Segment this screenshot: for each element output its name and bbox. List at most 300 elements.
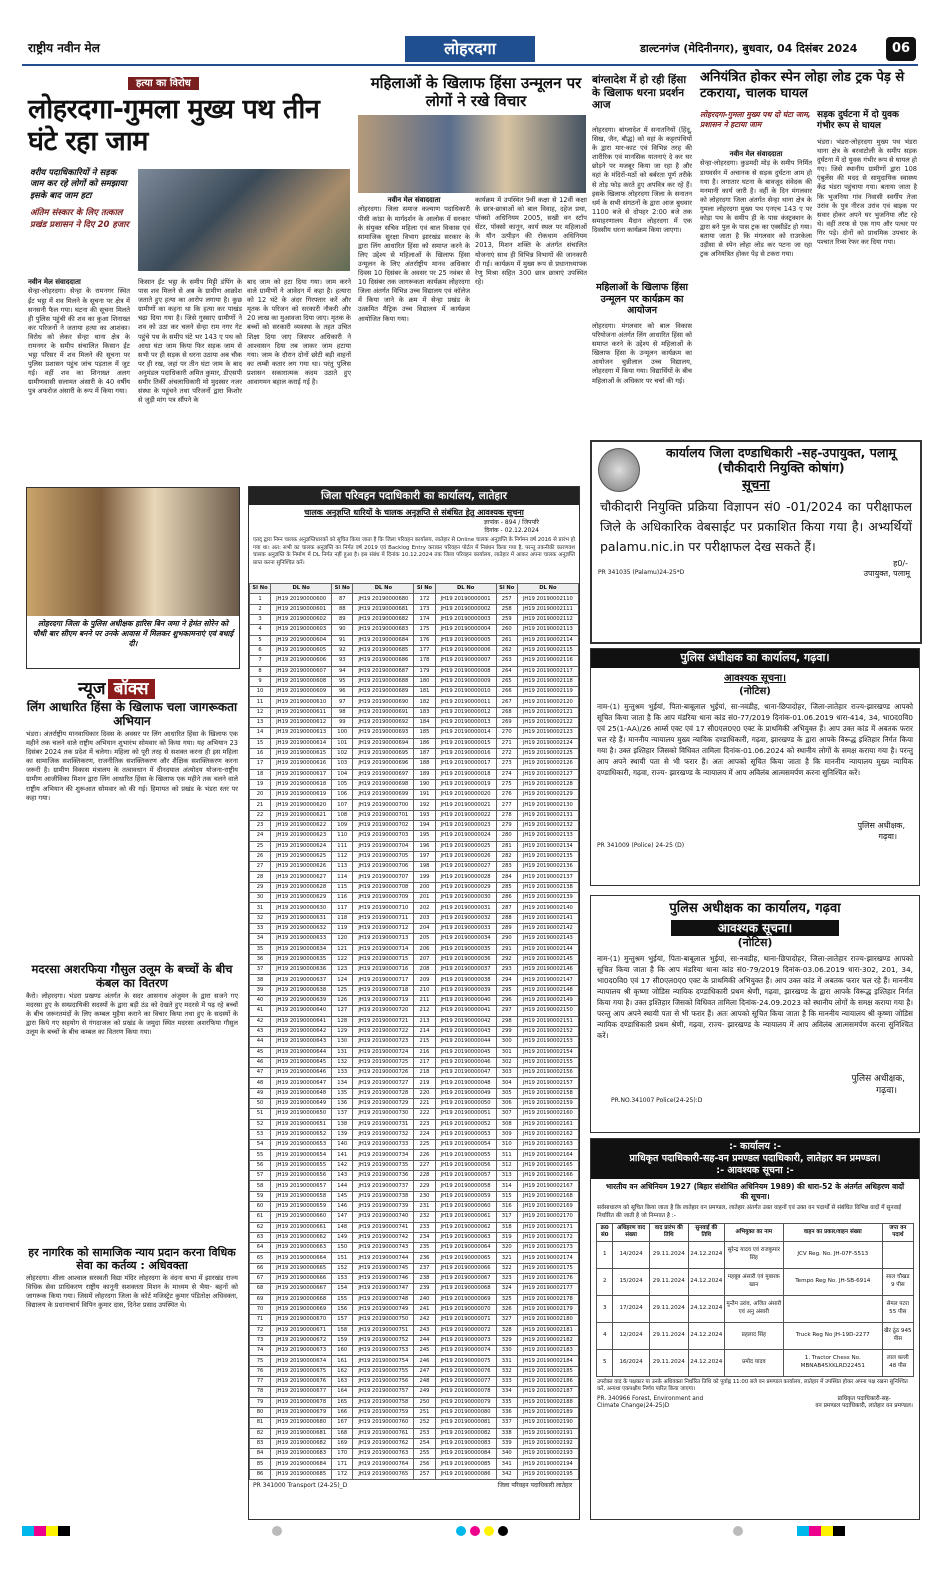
dl-serial: 125 bbox=[332, 985, 353, 995]
dl-number: JH19 20190000035 bbox=[435, 944, 496, 954]
dl-number: JH19 20190000038 bbox=[435, 975, 496, 985]
forest-cell: खैर ठूंठ 945 पीस bbox=[882, 1322, 913, 1349]
dl-serial: 199 bbox=[414, 872, 435, 882]
dl-number: JH19 20190000653 bbox=[271, 1140, 332, 1150]
sp2-ref: PR.NO.341007 Police(24-25):D bbox=[611, 1096, 703, 1104]
dl-number: JH19 20190000756 bbox=[353, 1377, 414, 1387]
dl-serial: 130 bbox=[332, 1037, 353, 1047]
dl-serial: 101 bbox=[332, 738, 353, 748]
story4-side-body: भंडरा। भंडरा-लोहरदगा मुख्य पथ भंडरा थाना क्षेत्र के बरवाटोली के समीप सड़क दुर्घटना में दो युवक गंभीर रूप से घायल हो गए। जिसे स्थानीय ग्रामीणों द्वारा 108 एंबुलेंस की मदद से सामुदायिक स्वास्थ्य केंद्र भंडरा पहुंचाया गया। बताया जाता है कि भुजनिया गांव निवासी स्वर्गीय तेजा उरांव के पुत्र नीरज उरांव एवं बाइक पर सवार होकर अपने घर भुजनिया लौट रहे थे। वहीं तरफ से एक गाय और पत्थर पर गिर पड़े। दोनों को प्राथमिक उपचार के पश्चात रिम्स रेफर कर दिया गया। bbox=[817, 138, 917, 247]
dl-number: JH19 20190002119 bbox=[517, 687, 578, 697]
dl-number: JH19 20190000063 bbox=[435, 1232, 496, 1242]
dl-row bbox=[250, 1181, 579, 1191]
forest-cell: 24.12.2024 bbox=[688, 1349, 724, 1376]
dl-number: JH19 20190000682 bbox=[271, 1438, 332, 1448]
dl-serial: 148 bbox=[332, 1222, 353, 1232]
dl-number: JH19 20190000045 bbox=[435, 1047, 496, 1057]
dl-number: JH19 20190000746 bbox=[353, 1274, 414, 1284]
dl-number: JH19 20190000675 bbox=[271, 1366, 332, 1376]
dl-number: JH19 20190000735 bbox=[353, 1160, 414, 1170]
dl-number: JH19 20190000657 bbox=[271, 1181, 332, 1191]
dl-serial: 170 bbox=[332, 1449, 353, 1459]
dl-serial: 226 bbox=[414, 1150, 435, 1160]
dl-serial: 282 bbox=[496, 851, 517, 861]
dl-number: JH19 20190000693 bbox=[353, 728, 414, 738]
dl-serial: 88 bbox=[332, 604, 353, 614]
dl-number: JH19 20190000763 bbox=[353, 1449, 414, 1459]
dl-number: JH19 20190000741 bbox=[353, 1222, 414, 1232]
dl-serial: 179 bbox=[414, 666, 435, 676]
dl-number: JH19 20190000075 bbox=[435, 1356, 496, 1366]
dl-number: JH19 20190002145 bbox=[517, 954, 578, 964]
dl-serial: 205 bbox=[414, 934, 435, 944]
dl-number: JH19 20190000742 bbox=[353, 1232, 414, 1242]
dl-number: JH19 20190000004 bbox=[435, 625, 496, 635]
dl-serial: 169 bbox=[332, 1438, 353, 1448]
bullet-1: वरीय पदाधिकारियों ने सड़क जाम कर रहे लोगों को समझाया इसके बाद जाम हटा bbox=[30, 168, 127, 201]
dl-number: JH19 20190000681 bbox=[353, 604, 414, 614]
dl-number: JH19 20190000023 bbox=[435, 820, 496, 830]
dl-serial: 213 bbox=[414, 1016, 435, 1026]
dl-serial: 65 bbox=[250, 1253, 271, 1263]
dl-row bbox=[250, 810, 579, 820]
dl-serial: 116 bbox=[332, 893, 353, 903]
dl-row bbox=[250, 1212, 579, 1222]
dl-row bbox=[250, 1428, 579, 1438]
forest-cell: JCV Reg. No. JH-07F-5513 bbox=[783, 1241, 882, 1268]
dl-serial: 251 bbox=[414, 1407, 435, 1417]
forest-header-cell: वाहन का प्रकार/वाहन संख्या bbox=[783, 1223, 882, 1241]
dl-number: JH19 20190000722 bbox=[353, 1026, 414, 1036]
dl-serial: 40 bbox=[250, 996, 271, 1006]
dl-number: JH19 20190000021 bbox=[435, 800, 496, 810]
dl-number: JH19 20190000062 bbox=[435, 1222, 496, 1232]
dl-serial: 298 bbox=[496, 1016, 517, 1026]
dl-number: JH19 20190000067 bbox=[435, 1274, 496, 1284]
dl-number: JH19 20190000651 bbox=[271, 1119, 332, 1129]
forest-header-cell: वाद प्रारंभ की तिथि bbox=[649, 1223, 688, 1241]
dl-serial: 163 bbox=[332, 1377, 353, 1387]
dl-serial: 43 bbox=[250, 1026, 271, 1036]
dl-number: JH19 20190002111 bbox=[517, 604, 578, 614]
dl-serial: 211 bbox=[414, 996, 435, 1006]
dl-serial: 260 bbox=[496, 625, 517, 635]
dl-serial: 305 bbox=[496, 1088, 517, 1098]
dl-serial: 202 bbox=[414, 903, 435, 913]
forest-cell: महबूब अंसारी एवं मुबारक खान bbox=[724, 1268, 783, 1295]
dl-number: JH19 20190000667 bbox=[271, 1284, 332, 1294]
dl-serial: 144 bbox=[332, 1181, 353, 1191]
dl-serial: 188 bbox=[414, 759, 435, 769]
dl-number: JH19 20190000669 bbox=[271, 1304, 332, 1314]
dl-number: JH19 20190002135 bbox=[517, 851, 578, 861]
dl-number: JH19 20190000642 bbox=[271, 1026, 332, 1036]
dl-serial: 257 bbox=[496, 594, 517, 604]
dl-serial: 19 bbox=[250, 779, 271, 789]
dl-serial: 22 bbox=[250, 810, 271, 820]
dl-row bbox=[250, 1140, 579, 1150]
dl-serial: 256 bbox=[414, 1459, 435, 1469]
dl-number: JH19 20190000615 bbox=[271, 748, 332, 758]
sp1-office: पुलिस अधीक्षक का कार्यालय, गढ़वा। bbox=[591, 649, 919, 668]
dl-number: JH19 20190000745 bbox=[353, 1263, 414, 1273]
dl-row bbox=[250, 1232, 579, 1242]
sp2-office: पुलिस अधीक्षक का कार्यालय, गढ़वा bbox=[669, 901, 841, 916]
dl-serial: 38 bbox=[250, 975, 271, 985]
story-c-body: लोहरदगा। शीला आश्वाल सरस्वती विद्या मंदिर लोहरदगा के वंदना सभा में झारखंड राज्य विधिक सेवा प्राधिकरण राष्ट्रीय कानूनी सशक्तता मिशन के माध्यम से भैया- बहनों को जागरूक किया गया। जिसमें लोहरदगा जिला के कोर्ट मजिस्ट्रेट कुमार पंडितोक्ष अधिवक्ता, विद्यालय के प्रधानाचार्य विपिन कुमार दास, दिनेश प्रसाद उपस्थित थे। bbox=[26, 1274, 238, 1310]
dl-number: JH19 20190000723 bbox=[353, 1037, 414, 1047]
dl-number: JH19 20190002172 bbox=[517, 1232, 578, 1242]
forest-table bbox=[596, 1223, 914, 1377]
dl-row bbox=[250, 913, 579, 923]
dl-number: JH19 20190000016 bbox=[435, 748, 496, 758]
dl-serial: 91 bbox=[332, 635, 353, 645]
dl-serial: 231 bbox=[414, 1201, 435, 1211]
story4-side-title: सड़क दुर्घटना में दो युवक गंभीर रूप से घायल bbox=[817, 110, 899, 131]
dl-serial: 181 bbox=[414, 687, 435, 697]
dl-serial: 28 bbox=[250, 872, 271, 882]
dl-number: JH19 20190000727 bbox=[353, 1078, 414, 1088]
dc-notice bbox=[590, 440, 922, 644]
transport-notice bbox=[248, 486, 580, 1520]
forest-sign bbox=[815, 1396, 913, 1412]
dl-serial: 122 bbox=[332, 954, 353, 964]
dl-row bbox=[250, 934, 579, 944]
dl-row bbox=[250, 820, 579, 830]
dl-row bbox=[250, 738, 579, 748]
dl-number: JH19 20190000620 bbox=[271, 800, 332, 810]
dl-serial: 220 bbox=[414, 1088, 435, 1098]
dl-number: JH19 20190000014 bbox=[435, 728, 496, 738]
dl-row bbox=[250, 1191, 579, 1201]
dl-header-dl: DL No bbox=[517, 584, 578, 594]
dl-serial: 294 bbox=[496, 975, 517, 985]
dl-serial: 84 bbox=[250, 1449, 271, 1459]
dl-serial: 313 bbox=[496, 1171, 517, 1181]
dl-number: JH19 20190002118 bbox=[517, 676, 578, 686]
dl-number: JH19 20190000712 bbox=[353, 923, 414, 933]
dl-serial: 339 bbox=[496, 1438, 517, 1448]
dl-serial: 328 bbox=[496, 1325, 517, 1335]
dl-number: JH19 20190000728 bbox=[353, 1088, 414, 1098]
dl-number: JH19 20190002137 bbox=[517, 872, 578, 882]
dl-serial: 9 bbox=[250, 676, 271, 686]
dl-row bbox=[250, 944, 579, 954]
dl-serial: 280 bbox=[496, 831, 517, 841]
dl-number: JH19 20190002183 bbox=[517, 1346, 578, 1356]
dl-number: JH19 20190000056 bbox=[435, 1160, 496, 1170]
dl-number: JH19 20190000623 bbox=[271, 831, 332, 841]
dl-number: JH19 20190000613 bbox=[271, 728, 332, 738]
dl-number: JH19 20190000072 bbox=[435, 1325, 496, 1335]
sp-notice-1 bbox=[590, 648, 920, 886]
dl-serial: 93 bbox=[332, 656, 353, 666]
dl-row bbox=[250, 1469, 579, 1479]
dl-serial: 283 bbox=[496, 862, 517, 872]
dl-number: JH19 20190000678 bbox=[271, 1397, 332, 1407]
dl-number: JH19 20190000696 bbox=[353, 759, 414, 769]
dl-number: JH19 20190002148 bbox=[517, 985, 578, 995]
dl-row bbox=[250, 1078, 579, 1088]
dl-number: JH19 20190002179 bbox=[517, 1304, 578, 1314]
dl-serial: 45 bbox=[250, 1047, 271, 1057]
dl-serial: 290 bbox=[496, 934, 517, 944]
dl-header-sl: Sl No bbox=[414, 584, 435, 594]
forest-cell: 4 bbox=[597, 1322, 613, 1349]
dl-number: JH19 20190002151 bbox=[517, 1016, 578, 1026]
dl-serial: 107 bbox=[332, 800, 353, 810]
dl-serial: 41 bbox=[250, 1006, 271, 1016]
dl-number: JH19 20190002176 bbox=[517, 1274, 578, 1284]
story1-headline: लोहरदगा-गुमला मुख्य पथ तीन घंटे रहा जाम bbox=[28, 94, 320, 157]
section-label: लोहरदगा bbox=[405, 36, 535, 62]
forest-cell: 29.11.2024 bbox=[649, 1268, 688, 1295]
dl-number: JH19 20190002126 bbox=[517, 759, 578, 769]
dl-serial: 92 bbox=[332, 645, 353, 655]
dl-number: JH19 20190000732 bbox=[353, 1129, 414, 1139]
dl-number: JH19 20190000630 bbox=[271, 903, 332, 913]
dl-number: JH19 20190000029 bbox=[435, 882, 496, 892]
transport-title: चालक अनुज्ञप्ति धारियों के चालक अनुज्ञप्ति से संबंधित हेतु आवश्यक सूचना bbox=[304, 508, 524, 518]
dl-number: JH19 20190002112 bbox=[517, 615, 578, 625]
dl-number: JH19 20190000692 bbox=[353, 718, 414, 728]
dl-number: JH19 20190000688 bbox=[353, 676, 414, 686]
dl-serial: 302 bbox=[496, 1057, 517, 1067]
emblem-icon bbox=[598, 448, 640, 492]
dl-number: JH19 20190002149 bbox=[517, 996, 578, 1006]
dl-serial: 30 bbox=[250, 893, 271, 903]
dl-number: JH19 20190000640 bbox=[271, 1006, 332, 1016]
dl-serial: 82 bbox=[250, 1428, 271, 1438]
dl-serial: 258 bbox=[496, 604, 517, 614]
dl-number: JH19 20190000073 bbox=[435, 1335, 496, 1345]
dl-number: JH19 20190000036 bbox=[435, 954, 496, 964]
dl-number: JH19 20190002180 bbox=[517, 1315, 578, 1325]
dl-number: JH19 20190000738 bbox=[353, 1191, 414, 1201]
forest-title: :- आवश्यक सूचना :- bbox=[716, 1165, 794, 1176]
dl-number: JH19 20190002144 bbox=[517, 944, 578, 954]
dl-row bbox=[250, 1294, 579, 1304]
dl-row bbox=[250, 1418, 579, 1428]
dl-row bbox=[250, 1377, 579, 1387]
dl-serial: 334 bbox=[496, 1387, 517, 1397]
dl-serial: 96 bbox=[332, 687, 353, 697]
dl-serial: 53 bbox=[250, 1129, 271, 1139]
dl-serial: 162 bbox=[332, 1366, 353, 1376]
forest-sign2: वन प्रमण्डल पदाधिकारी, लातेहार वन प्रमण्डल। bbox=[815, 1403, 913, 1410]
dl-row bbox=[250, 697, 579, 707]
dl-number: JH19 20190000064 bbox=[435, 1243, 496, 1253]
dl-serial: 33 bbox=[250, 923, 271, 933]
dl-number: JH19 20190000631 bbox=[271, 913, 332, 923]
dl-serial: 192 bbox=[414, 800, 435, 810]
dl-serial: 139 bbox=[332, 1129, 353, 1139]
sp1-body: नाम-(1) मुन्तुश्रम भुईयां, पिता-बाबूलाल भुईयां, सा-नवडीह, थाना-छिपादोहर, जिला-लातेहार राज्य-झारखण्ड आपको सूचित किया जाता है कि आप मंडरिया थाना कांड सं0-77/2019 दिनांक-01.06.2019 धारा-414, 34, भा0द0वि0 एवं 25(1-AA)/26 आर्म्स एक्ट एवं 17 सी0एल0ए0 एक्ट के प्राथमिकी अभियुक्त हैं। आप उक्त कांड में अबतक फरार चल रहे हैं। माननीय न्यायालय मुख्य न्यायिक दण्डाधिकारी, गढ़वा, झारखण्ड के द्वारा आपके विरूद्ध इश्तिहार निर्गत किया गया है। उक्त इश्तिहार जिसको विधिवत तामिला दिनांक-01.06.2024 को स्थानीय लोगों के समक्ष कराया गया है। परन्तु आप अपने स्थायी पता से भी फरार हैं। अतः आपको सूचित किया जाता है कि माननीय न्यायालय मुख्य न्यायिक दण्डाधिकारी, गढ़वा, राज्य- झारखण्ड के न्यायालय में आप अविलंब आत्मसमर्पण करना सुनिश्चित करें। bbox=[597, 701, 913, 777]
dl-serial: 244 bbox=[414, 1335, 435, 1345]
forest-ref: PR. 340966 Forest, Environment and Climate Change(24-25)D bbox=[597, 1395, 704, 1410]
dl-serial: 18 bbox=[250, 769, 271, 779]
dl-number: JH19 20190000715 bbox=[353, 954, 414, 964]
forest-cell: 3 bbox=[597, 1295, 613, 1322]
dl-serial: 299 bbox=[496, 1026, 517, 1036]
dl-number: JH19 20190000605 bbox=[271, 645, 332, 655]
dl-number: JH19 20190000720 bbox=[353, 1006, 414, 1016]
dl-serial: 336 bbox=[496, 1407, 517, 1417]
dl-row bbox=[250, 1274, 579, 1284]
dl-number: JH19 20190000617 bbox=[271, 769, 332, 779]
dl-number: JH19 20190002189 bbox=[517, 1407, 578, 1417]
dl-serial: 182 bbox=[414, 697, 435, 707]
dl-number: JH19 20190002123 bbox=[517, 728, 578, 738]
dl-number: JH19 20190000085 bbox=[435, 1459, 496, 1469]
transport-sign: जिला परिवहन पदाधिकारी लातेहार bbox=[497, 1481, 573, 1489]
dl-number: JH19 20190000680 bbox=[353, 594, 414, 604]
dl-serial: 164 bbox=[332, 1387, 353, 1397]
dl-row bbox=[250, 954, 579, 964]
dl-row bbox=[250, 1407, 579, 1417]
dl-number: JH19 20190000614 bbox=[271, 738, 332, 748]
dl-number: JH19 20190000694 bbox=[353, 738, 414, 748]
dc-sign2: उपायुक्त, पलामू bbox=[863, 569, 910, 579]
forest-cell: 29.11.2024 bbox=[649, 1322, 688, 1349]
dl-row bbox=[250, 645, 579, 655]
dl-serial: 217 bbox=[414, 1057, 435, 1067]
dl-number: JH19 20190000762 bbox=[353, 1438, 414, 1448]
forest-header-cell: अभियुक्त का नाम bbox=[724, 1223, 783, 1241]
dl-number: JH19 20190002194 bbox=[517, 1459, 578, 1469]
dl-number: JH19 20190002131 bbox=[517, 810, 578, 820]
dl-number: JH19 20190000060 bbox=[435, 1201, 496, 1211]
dl-serial: 252 bbox=[414, 1418, 435, 1428]
dl-row bbox=[250, 965, 579, 975]
dl-serial: 263 bbox=[496, 656, 517, 666]
dl-number: JH19 20190002171 bbox=[517, 1222, 578, 1232]
dl-serial: 284 bbox=[496, 872, 517, 882]
dl-serial: 240 bbox=[414, 1294, 435, 1304]
story1-bullets bbox=[30, 168, 132, 231]
dl-number: JH19 20190002162 bbox=[517, 1129, 578, 1139]
dl-number: JH19 20190000731 bbox=[353, 1119, 414, 1129]
dl-number: JH19 20190000012 bbox=[435, 707, 496, 717]
dl-serial: 89 bbox=[332, 615, 353, 625]
dl-number: JH19 20190000685 bbox=[353, 645, 414, 655]
dl-number: JH19 20190000626 bbox=[271, 862, 332, 872]
dl-number: JH19 20190000697 bbox=[353, 769, 414, 779]
dl-serial: 178 bbox=[414, 656, 435, 666]
dl-number: JH19 20190000006 bbox=[435, 645, 496, 655]
dl-serial: 267 bbox=[496, 697, 517, 707]
dl-serial: 301 bbox=[496, 1047, 517, 1057]
dl-number: JH19 20190000040 bbox=[435, 996, 496, 1006]
dl-number: JH19 20190000635 bbox=[271, 954, 332, 964]
dl-serial: 227 bbox=[414, 1160, 435, 1170]
dl-number: JH19 20190000659 bbox=[271, 1201, 332, 1211]
dl-number: JH19 20190002188 bbox=[517, 1397, 578, 1407]
dl-serial: 186 bbox=[414, 738, 435, 748]
sp1-ref: PR 341009 (Police) 24-25 (D) bbox=[597, 842, 685, 850]
dl-serial: 49 bbox=[250, 1088, 271, 1098]
dl-serial: 230 bbox=[414, 1191, 435, 1201]
dl-serial: 320 bbox=[496, 1243, 517, 1253]
dl-serial: 196 bbox=[414, 841, 435, 851]
dl-serial: 203 bbox=[414, 913, 435, 923]
dl-serial: 243 bbox=[414, 1325, 435, 1335]
dl-serial: 99 bbox=[332, 718, 353, 728]
forest-cell: 24.12.2024 bbox=[688, 1268, 724, 1295]
dl-number: JH19 20190000685 bbox=[271, 1469, 332, 1479]
dl-number: JH19 20190000654 bbox=[271, 1150, 332, 1160]
story1-col2: किसान ईंट भट्ठा के समीप मिट्टी डंपिंग के पास शव मिलने से अब के ग्रामीण आक्रोश जताते हुए हत्या का आरोप लगाया है। कुछ ग्रामीणों का कहना था कि हत्या कर पाखंड चढ़ा दिया गया है। जिसे गुस्साए ग्रामीणों ने शव को उठा कर चलने सेन्हा राम नगर गेट पहुंचे पथ के समीप घंटे भर 143 ए पथ को आधा घंटा जाम किया फिर सड़क जाम से सभी पर ही सड़क से धरना उठाया अब चौक पर ही रख, जहां पर तीन घंटा जाम के बाद अनुमंडल पदाधिकारी अमित कुमार, डीएसपी समीर तिर्की अंचलाधिकारी मो मुदस्सर नजर संस्था के पहुंचने तथा परिजनों द्वारा किशोर से जुड़ी मांग पत्र सौंपने के bbox=[138, 278, 242, 405]
dl-serial: 48 bbox=[250, 1078, 271, 1088]
dl-row bbox=[250, 1119, 579, 1129]
dl-serial: 153 bbox=[332, 1274, 353, 1284]
dl-serial: 193 bbox=[414, 810, 435, 820]
dl-number: JH19 20190000670 bbox=[271, 1315, 332, 1325]
forest-cell: 14/2024 bbox=[613, 1241, 649, 1268]
dl-serial: 303 bbox=[496, 1068, 517, 1078]
dl-number: JH19 20190000048 bbox=[435, 1078, 496, 1088]
dl-number: JH19 20190000611 bbox=[271, 707, 332, 717]
dl-number: JH19 20190000003 bbox=[435, 615, 496, 625]
dl-number: JH19 20190000718 bbox=[353, 985, 414, 995]
forest-footer bbox=[591, 1396, 919, 1412]
dl-serial: 118 bbox=[332, 913, 353, 923]
dl-serial: 149 bbox=[332, 1232, 353, 1242]
dl-serial: 332 bbox=[496, 1366, 517, 1376]
dl-number: JH19 20190000034 bbox=[435, 934, 496, 944]
dl-serial: 206 bbox=[414, 944, 435, 954]
dl-serial: 97 bbox=[332, 697, 353, 707]
dl-serial: 95 bbox=[332, 676, 353, 686]
sp2-sign1: पुलिस अधीक्षक, bbox=[851, 1073, 905, 1084]
dl-number: JH19 20190002120 bbox=[517, 697, 578, 707]
dl-number: JH19 20190000033 bbox=[435, 923, 496, 933]
forest-cell: प्रहलाद सिंह bbox=[724, 1322, 783, 1349]
story2-title: महिलाओं के खिलाफ हिंसा उन्मूलन पर लोगों ने रखे विचार bbox=[370, 74, 582, 110]
dl-number: JH19 20190000736 bbox=[353, 1171, 414, 1181]
dl-number: JH19 20190002169 bbox=[517, 1201, 578, 1211]
dl-number: JH19 20190000624 bbox=[271, 841, 332, 851]
dl-row bbox=[250, 1304, 579, 1314]
dl-row bbox=[250, 718, 579, 728]
dl-number: JH19 20190000603 bbox=[271, 625, 332, 635]
dl-row bbox=[250, 1026, 579, 1036]
forest-cell: साल चौखड 9 पीस bbox=[882, 1268, 913, 1295]
dl-serial: 323 bbox=[496, 1274, 517, 1284]
dl-serial: 218 bbox=[414, 1068, 435, 1078]
dl-serial: 215 bbox=[414, 1037, 435, 1047]
dl-serial: 98 bbox=[332, 707, 353, 717]
dl-number: JH19 20190000079 bbox=[435, 1397, 496, 1407]
dl-serial: 287 bbox=[496, 903, 517, 913]
forest-row bbox=[597, 1268, 914, 1295]
dl-number: JH19 20190000721 bbox=[353, 1016, 414, 1026]
forest-cell: सुरेन्द्र यादव एवं राजकुमार सिंह bbox=[724, 1241, 783, 1268]
dl-header-dl: DL No bbox=[271, 584, 332, 594]
dl-number: JH19 20190000658 bbox=[271, 1191, 332, 1201]
dl-number: JH19 20190002122 bbox=[517, 718, 578, 728]
dl-serial: 247 bbox=[414, 1366, 435, 1376]
dl-number: JH19 20190000028 bbox=[435, 872, 496, 882]
dl-row bbox=[250, 1160, 579, 1170]
dl-serial: 56 bbox=[250, 1160, 271, 1170]
dl-number: JH19 20190000084 bbox=[435, 1449, 496, 1459]
dl-row bbox=[250, 1438, 579, 1448]
dl-serial: 318 bbox=[496, 1222, 517, 1232]
dl-number: JH19 20190000007 bbox=[435, 656, 496, 666]
dl-number: JH19 20190000065 bbox=[435, 1253, 496, 1263]
dl-number: JH19 20190000628 bbox=[271, 882, 332, 892]
